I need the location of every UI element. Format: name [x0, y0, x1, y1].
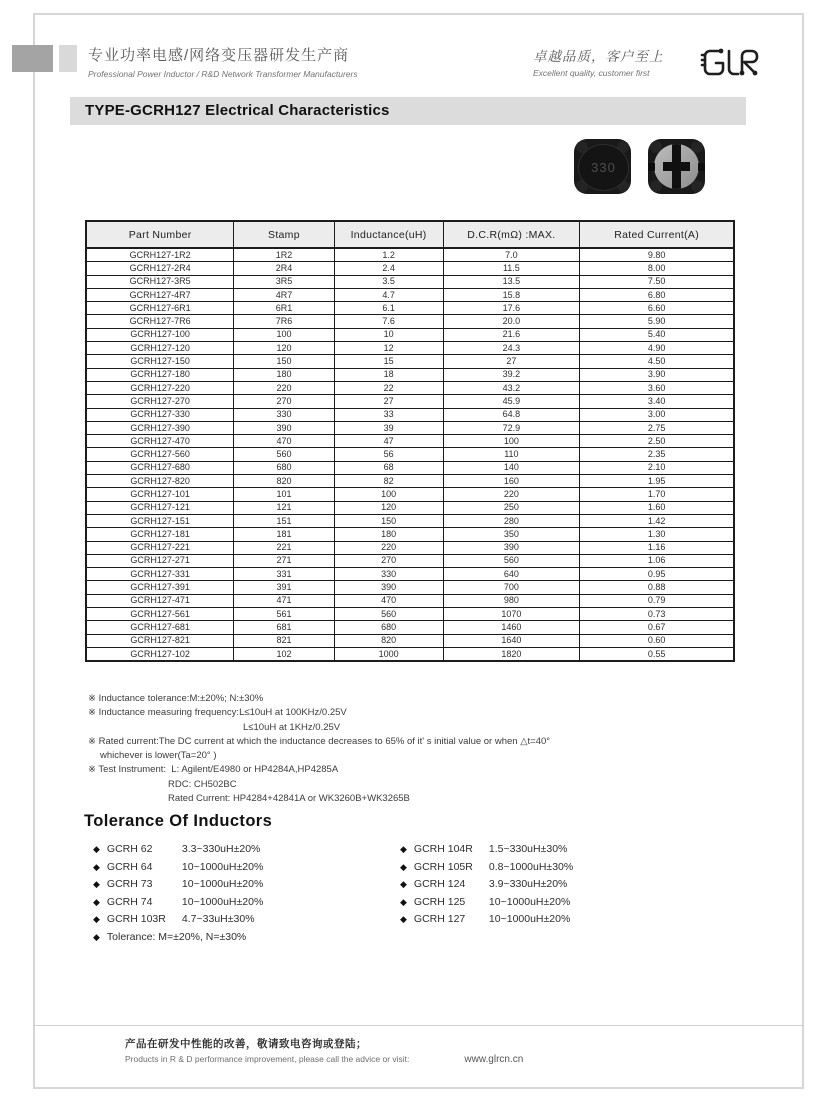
table-cell: 471: [234, 594, 334, 607]
table-row: [86, 408, 734, 421]
table-cell: GCRH127-470: [86, 435, 234, 448]
table-cell: GCRH127-561: [86, 608, 234, 621]
table-cell: 3.40: [580, 395, 734, 408]
table-cell: 82: [334, 475, 443, 488]
table-cell: GCRH127-181: [86, 528, 234, 541]
table-cell: 390: [443, 541, 580, 554]
table-cell: 4R7: [234, 288, 334, 301]
note-line: RDC: CH502BC: [168, 778, 237, 790]
table-cell: 100: [234, 328, 334, 341]
table-cell: 1.60: [580, 501, 734, 514]
table-cell: GCRH127-120: [86, 342, 234, 355]
table-cell: 280: [443, 514, 580, 527]
column-header: Stamp: [234, 221, 334, 248]
table-cell: 33: [334, 408, 443, 421]
table-cell: 6.80: [580, 288, 734, 301]
table-cell: 1R2: [234, 248, 334, 262]
terminal-tab-right: [698, 163, 705, 171]
table-row: [86, 475, 734, 488]
table-cell: 1000: [334, 647, 443, 661]
table-cell: GCRH127-100: [86, 328, 234, 341]
table-row: [86, 248, 734, 262]
table-cell: 391: [234, 581, 334, 594]
series-range: 10~1000uH±20%: [181, 895, 264, 908]
table-cell: 100: [334, 488, 443, 501]
table-cell: 120: [234, 342, 334, 355]
table-row: [86, 461, 734, 474]
table-cell: 220: [234, 381, 334, 394]
table-cell: 221: [234, 541, 334, 554]
table-cell: GCRH127-150: [86, 355, 234, 368]
table-cell: 4.90: [580, 342, 734, 355]
series-range: 10~1000uH±20%: [181, 878, 264, 890]
table-row: [86, 368, 734, 381]
table-cell: 820: [234, 475, 334, 488]
tolerance-item: [400, 876, 573, 894]
table-cell: 64.8: [443, 408, 580, 421]
table-cell: GCRH127-270: [86, 395, 234, 408]
table-cell: 22: [334, 381, 443, 394]
table-cell: 17.6: [443, 302, 580, 315]
table-row: [86, 634, 734, 647]
table-cell: 350: [443, 528, 580, 541]
table-cell: GCRH127-680: [86, 461, 234, 474]
slogan-cn: 卓越品质，客户至上: [533, 49, 664, 64]
table-cell: 1.30: [580, 528, 734, 541]
table-cell: 100: [443, 435, 580, 448]
table-cell: 0.79: [580, 594, 734, 607]
table-cell: 101: [234, 488, 334, 501]
table-cell: 110: [443, 448, 580, 461]
tolerance-item: [93, 859, 263, 877]
table-cell: 560: [234, 448, 334, 461]
tolerance-item: [93, 894, 263, 912]
table-cell: GCRH127-681: [86, 621, 234, 634]
table-cell: 390: [334, 581, 443, 594]
table-row: [86, 581, 734, 594]
series-name: GCRH 125: [413, 895, 466, 908]
tolerance-heading: Tolerance Of Inductors: [84, 812, 273, 830]
footer-note-cn: 产品在研发中性能的改善，敬请致电咨询或登陆；: [125, 1038, 367, 1050]
table-cell: 820: [334, 634, 443, 647]
table-cell: 470: [234, 435, 334, 448]
series-range: 3.9~330uH±20%: [488, 878, 568, 890]
table-cell: 250: [443, 501, 580, 514]
table-cell: 2.75: [580, 421, 734, 434]
table-cell: 681: [234, 621, 334, 634]
inductor-base-metal: [654, 144, 699, 189]
table-cell: 2R4: [234, 262, 334, 275]
table-row: [86, 355, 734, 368]
terminal-gap-horizontal: [663, 162, 690, 171]
series-name: GCRH 64: [106, 860, 153, 873]
diamond-bullet-icon: ◆: [400, 861, 407, 872]
table-row: [86, 554, 734, 567]
table-cell: 3.90: [580, 368, 734, 381]
table-row: [86, 315, 734, 328]
table-cell: 1.16: [580, 541, 734, 554]
table-cell: 6.1: [334, 302, 443, 315]
table-cell: 10: [334, 328, 443, 341]
table-cell: 1.95: [580, 475, 734, 488]
table-cell: 2.4: [334, 262, 443, 275]
table-cell: 270: [334, 554, 443, 567]
note-line: ※ Inductance tolerance:M:±20%; N:±30%: [88, 693, 264, 704]
table-row: [86, 395, 734, 408]
table-cell: GCRH127-7R6: [86, 315, 234, 328]
series-name: GCRH 105R: [413, 860, 473, 873]
column-header: D.C.R(mΩ) :MAX.: [443, 221, 580, 248]
table-cell: 12: [334, 342, 443, 355]
table-row: [86, 328, 734, 341]
table-cell: 220: [443, 488, 580, 501]
glr-logo-icon: [699, 42, 761, 95]
brand-block: [88, 44, 358, 79]
diamond-bullet-icon: ◆: [93, 879, 100, 889]
series-name: GCRH 74: [106, 895, 153, 908]
table-cell: 56: [334, 448, 443, 461]
table-cell: 1.42: [580, 514, 734, 527]
table-cell: GCRH127-102: [86, 647, 234, 661]
inductor-photo-bottom-view: [648, 139, 705, 194]
table-cell: GCRH127-2R4: [86, 262, 234, 275]
diamond-bullet-icon: ◆: [93, 931, 100, 942]
terminal-tab-left: [648, 163, 655, 171]
table-row: [86, 448, 734, 461]
table-cell: GCRH127-331: [86, 568, 234, 581]
table-row: [86, 528, 734, 541]
table-cell: 9.80: [580, 248, 734, 262]
table-cell: 821: [234, 634, 334, 647]
series-name: Tolerance: M=±20%, N=±30%: [106, 930, 247, 943]
diamond-bullet-icon: ◆: [93, 914, 100, 924]
table-row: [86, 275, 734, 288]
note-line: whichever is lower(Ta=20° ): [100, 750, 217, 762]
tolerance-item: [400, 859, 573, 877]
series-name: GCRH 103R: [106, 913, 166, 925]
notes-section: [88, 692, 550, 806]
diamond-bullet-icon: ◆: [93, 844, 100, 854]
table-cell: 3.5: [334, 275, 443, 288]
table-cell: 15: [334, 355, 443, 368]
table-cell: GCRH127-151: [86, 514, 234, 527]
table-cell: 390: [234, 421, 334, 434]
table-cell: 270: [234, 395, 334, 408]
table-cell: 27: [334, 395, 443, 408]
table-cell: 1.70: [580, 488, 734, 501]
diamond-bullet-icon: ◆: [400, 896, 407, 907]
note-line: ※ Test Instrument: L: Agilent/E4980 or HP4284A,HP4285A: [88, 764, 339, 776]
table-row: [86, 541, 734, 554]
note-line: Rated Current: HP4284+42841A or WK3260B+WK3265B: [168, 793, 410, 805]
diamond-bullet-icon: ◆: [400, 879, 407, 889]
table-row: [86, 594, 734, 607]
diamond-bullet-icon: ◆: [93, 896, 100, 907]
header-accent-dark-box: [12, 45, 53, 72]
table-cell: 4.7: [334, 288, 443, 301]
series-name: GCRH 62: [106, 843, 153, 855]
table-cell: GCRH127-4R7: [86, 288, 234, 301]
table-row: [86, 302, 734, 315]
table-cell: 13.5: [443, 275, 580, 288]
note-line: ※ Rated current:The DC current at which the inductance decreases to 65% of it' s initial value or when △t=40°: [88, 735, 551, 747]
footer-divider: [33, 1025, 804, 1026]
table-row: [86, 501, 734, 514]
tolerance-list-left: [93, 841, 263, 946]
table-cell: 45.9: [443, 395, 580, 408]
table-cell: GCRH127-220: [86, 381, 234, 394]
column-header: Inductance(uH): [334, 221, 443, 248]
table-cell: 8.00: [580, 262, 734, 275]
table-cell: 102: [234, 647, 334, 661]
table-cell: GCRH127-6R1: [86, 302, 234, 315]
table-row: [86, 608, 734, 621]
series-range: 1.5~330uH±30%: [488, 843, 568, 855]
table-cell: 561: [234, 608, 334, 621]
table-cell: 5.90: [580, 315, 734, 328]
footer-note-en: Products in R & D performance improvement, please call the advice or visit:: [125, 1054, 410, 1064]
electrical-characteristics-table: [85, 220, 735, 662]
table-cell: 7.50: [580, 275, 734, 288]
table-cell: GCRH127-221: [86, 541, 234, 554]
table-cell: 2.10: [580, 461, 734, 474]
table-cell: GCRH127-821: [86, 634, 234, 647]
table-cell: 700: [443, 581, 580, 594]
series-name: GCRH 104R: [413, 843, 473, 855]
series-range: 4.7~33uH±30%: [181, 913, 255, 925]
table-cell: 20.0: [443, 315, 580, 328]
section-title-bar: [70, 97, 746, 125]
table-cell: 160: [443, 475, 580, 488]
table-cell: 5.40: [580, 328, 734, 341]
table-cell: 330: [234, 408, 334, 421]
website-link[interactable]: www.glrcn.cn: [464, 1054, 524, 1065]
inductor-core: [578, 144, 629, 191]
table-cell: 11.5: [443, 262, 580, 275]
table-cell: 7.0: [443, 248, 580, 262]
tolerance-item: [400, 911, 573, 929]
table-cell: 140: [443, 461, 580, 474]
table-cell: 151: [234, 514, 334, 527]
table-cell: 4.50: [580, 355, 734, 368]
table-cell: 68: [334, 461, 443, 474]
table-cell: 0.95: [580, 568, 734, 581]
series-name: GCRH 127: [413, 913, 466, 925]
table-cell: 72.9: [443, 421, 580, 434]
table-cell: 3.00: [580, 408, 734, 421]
table-row: [86, 262, 734, 275]
slogan-block: [533, 45, 664, 78]
series-range: 0.8~1000uH±30%: [488, 860, 574, 873]
table-cell: 3.60: [580, 381, 734, 394]
table-cell: GCRH127-121: [86, 501, 234, 514]
table-cell: 1.06: [580, 554, 734, 567]
table-cell: 330: [334, 568, 443, 581]
table-row: [86, 514, 734, 527]
table-cell: 640: [443, 568, 580, 581]
table-cell: 680: [334, 621, 443, 634]
table-cell: 15.8: [443, 288, 580, 301]
table-cell: 180: [234, 368, 334, 381]
tolerance-item: [400, 894, 573, 912]
table-cell: GCRH127-390: [86, 421, 234, 434]
table-cell: 0.55: [580, 647, 734, 661]
table-cell: 1460: [443, 621, 580, 634]
table-cell: GCRH127-1R2: [86, 248, 234, 262]
table-cell: 0.60: [580, 634, 734, 647]
table-row: [86, 342, 734, 355]
series-name: GCRH 73: [106, 878, 153, 890]
footer-note-en-row: [125, 1054, 523, 1065]
tolerance-list-right: [400, 841, 573, 929]
table-cell: 24.3: [443, 342, 580, 355]
table-cell: 21.6: [443, 328, 580, 341]
table-cell: 39: [334, 421, 443, 434]
table-cell: 3R5: [234, 275, 334, 288]
table-cell: 560: [334, 608, 443, 621]
table-cell: 150: [334, 514, 443, 527]
note-line: L≤10uH at 1KHz/0.25V: [243, 721, 341, 733]
table-cell: 18: [334, 368, 443, 381]
table-cell: 1070: [443, 608, 580, 621]
table-cell: GCRH127-391: [86, 581, 234, 594]
electrical-characteristics-table-wrap: [85, 220, 735, 662]
table-cell: 2.35: [580, 448, 734, 461]
table-cell: GCRH127-101: [86, 488, 234, 501]
table-cell: GCRH127-560: [86, 448, 234, 461]
series-range: 10~1000uH±20%: [488, 913, 571, 925]
column-header: Part Number: [86, 221, 234, 248]
table-cell: GCRH127-820: [86, 475, 234, 488]
table-cell: 2.50: [580, 435, 734, 448]
column-header: Rated Current(A): [580, 221, 734, 248]
table-cell: 271: [234, 554, 334, 567]
page-title: TYPE-GCRH127 Electrical Characteristics: [85, 102, 390, 119]
table-cell: 0.73: [580, 608, 734, 621]
table-cell: 0.67: [580, 621, 734, 634]
table-row: [86, 421, 734, 434]
series-range: 10~1000uH±20%: [181, 860, 264, 873]
table-row: [86, 381, 734, 394]
tolerance-item: [93, 841, 263, 859]
diamond-bullet-icon: ◆: [400, 914, 407, 924]
table-row: [86, 621, 734, 634]
series-range: 3.3~330uH±20%: [181, 843, 261, 855]
table-cell: 1640: [443, 634, 580, 647]
table-cell: 27: [443, 355, 580, 368]
table-cell: 560: [443, 554, 580, 567]
table-cell: 150: [234, 355, 334, 368]
table-cell: 220: [334, 541, 443, 554]
table-cell: 1820: [443, 647, 580, 661]
tolerance-item: [93, 911, 263, 929]
table-cell: GCRH127-271: [86, 554, 234, 567]
table-row: [86, 288, 734, 301]
table-cell: 331: [234, 568, 334, 581]
series-range: 10~1000uH±20%: [488, 895, 571, 908]
table-cell: 121: [234, 501, 334, 514]
tolerance-item: [93, 876, 263, 894]
table-cell: 6.60: [580, 302, 734, 315]
header-accent-light-box: [59, 45, 77, 72]
slogan-en: Excellent quality, customer first: [533, 68, 650, 78]
diamond-bullet-icon: ◆: [93, 861, 100, 872]
table-cell: 1.2: [334, 248, 443, 262]
diamond-bullet-icon: ◆: [400, 844, 407, 854]
note-line: ※ Inductance measuring frequency:L≤10uH at 100KHz/0.25V: [88, 707, 347, 719]
table-cell: GCRH127-330: [86, 408, 234, 421]
table-cell: 180: [334, 528, 443, 541]
table-cell: GCRH127-180: [86, 368, 234, 381]
table-row: [86, 568, 734, 581]
table-cell: 7R6: [234, 315, 334, 328]
table-cell: GCRH127-471: [86, 594, 234, 607]
tolerance-item: [400, 841, 573, 859]
table-cell: 470: [334, 594, 443, 607]
brand-tagline-cn: 专业功率电感/网络变压器研发生产商: [88, 47, 350, 64]
brand-tagline-en: Professional Power Inductor / R&D Network Transformer Manufacturers: [88, 69, 358, 79]
table-cell: 7.6: [334, 315, 443, 328]
table-cell: 181: [234, 528, 334, 541]
table-cell: 47: [334, 435, 443, 448]
table-cell: 43.2: [443, 381, 580, 394]
table-cell: 120: [334, 501, 443, 514]
tolerance-item: [93, 929, 263, 947]
table-cell: 6R1: [234, 302, 334, 315]
table-cell: 680: [234, 461, 334, 474]
table-cell: 980: [443, 594, 580, 607]
table-row: [86, 647, 734, 661]
table-row: [86, 435, 734, 448]
inductor-photo-top-view: [574, 139, 631, 194]
table-header-row: [86, 221, 734, 248]
series-name: GCRH 124: [413, 878, 466, 890]
table-cell: GCRH127-3R5: [86, 275, 234, 288]
table-row: [86, 488, 734, 501]
table-cell: 0.88: [580, 581, 734, 594]
inductor-marking: 330: [591, 160, 616, 175]
table-cell: 39.2: [443, 368, 580, 381]
